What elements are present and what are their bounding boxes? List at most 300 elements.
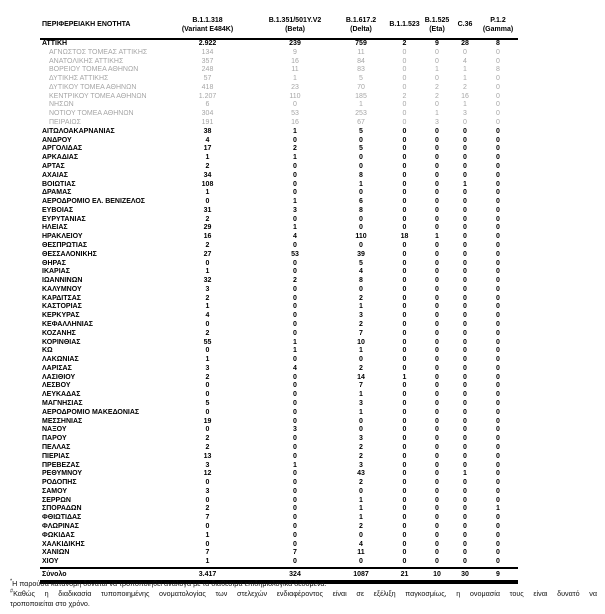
count-cell: 1 <box>205 303 210 311</box>
table-row <box>40 549 518 558</box>
count-cell: 0 <box>293 136 297 144</box>
count-cell: 0 <box>435 136 439 144</box>
count-cell: 0 <box>402 452 407 460</box>
count-cell: 7 <box>359 329 363 337</box>
count-cell: 0 <box>402 382 407 390</box>
table-row <box>40 251 518 260</box>
count-cell: 0 <box>402 549 407 557</box>
count-cell: 3 <box>435 119 439 127</box>
column-header-line1: B.1.1.523 <box>389 21 420 29</box>
attica-sector-row <box>40 66 518 75</box>
count-cell: 3 <box>205 285 210 293</box>
count-cell: 0 <box>463 162 467 170</box>
count-cell: 0 <box>435 215 439 223</box>
footnote-1-text: Η παρούσα κατανομή δύναται να τροποποιηθεί ανάλογα με τα διαθέσιμα επιδημιολογικά δεδομένα. <box>12 579 327 588</box>
count-cell: 2 <box>359 321 363 328</box>
count-cell: 0 <box>435 522 439 530</box>
count-cell: 0 <box>463 329 467 337</box>
count-cell: 7 <box>359 382 363 390</box>
header-row <box>40 13 518 39</box>
count-cell: 0 <box>293 101 297 109</box>
column-header-line1: B.1.1.318 <box>192 17 223 25</box>
count-cell: 0 <box>435 487 439 495</box>
count-cell: 6 <box>205 101 210 109</box>
region-name: Σύνολο <box>40 568 160 582</box>
count-cell: 248 <box>201 66 214 74</box>
count-cell: 0 <box>496 259 500 267</box>
region-name: ΚΩ <box>42 347 53 355</box>
table-row <box>40 400 518 409</box>
count-cell: 2 <box>293 277 297 285</box>
table-row <box>40 154 518 163</box>
count-cell: 1 <box>463 101 467 109</box>
count-cell: 0 <box>293 189 297 197</box>
count-cell: 3 <box>359 435 363 443</box>
count-cell: 0 <box>435 48 439 56</box>
count-cell: 0 <box>496 435 500 443</box>
region-name: ΚΕΦΑΛΛΗΝΙΑΣ <box>42 321 93 328</box>
count-cell: 0 <box>496 549 500 557</box>
count-cell: 0 <box>205 198 210 206</box>
region-name: ΧΑΝΙΩΝ <box>42 549 70 557</box>
count-cell: 38 <box>203 127 212 135</box>
count-cell: 0 <box>463 285 467 293</box>
count-cell: 1 <box>435 110 439 118</box>
table-row <box>40 479 518 488</box>
region-name: ΚΕΡΚΥΡΑΣ <box>42 312 80 320</box>
count-cell: 0 <box>402 558 407 566</box>
count-cell: 0 <box>435 312 439 320</box>
count-cell: 3 <box>205 364 210 372</box>
count-cell: 0 <box>496 452 500 460</box>
count-cell: 0 <box>293 215 297 223</box>
region-name: ΚΕΝΤΡΙΚΟΥ ΤΟΜΕΑ ΑΘΗΝΩΝ <box>49 92 147 100</box>
count-cell: 0 <box>463 303 467 311</box>
count-cell: 0 <box>402 285 407 293</box>
count-cell: 0 <box>435 558 439 566</box>
count-cell: 11 <box>357 48 365 56</box>
count-cell: 67 <box>357 119 365 127</box>
column-header-line2: (Beta) <box>285 25 305 33</box>
count-cell: 0 <box>402 356 407 364</box>
footnote-1-marker: * <box>10 578 13 585</box>
count-cell: 5 <box>359 259 363 267</box>
region-name: ΠΑΡΟΥ <box>42 435 67 443</box>
count-cell: 0 <box>293 391 297 399</box>
column-header-c36 <box>452 13 478 39</box>
table-header <box>40 13 518 39</box>
region-name: ΠΡΕΒΕΖΑΣ <box>42 461 80 469</box>
table-row <box>40 488 518 497</box>
region-name: ΚΑΛΥΜΝΟΥ <box>42 285 82 293</box>
count-cell: 12 <box>203 470 212 478</box>
footnotes <box>10 579 597 608</box>
count-cell: 0 <box>496 57 500 65</box>
region-name: ΛΕΥΚΑΔΑΣ <box>42 391 81 399</box>
count-cell: 2 <box>435 92 439 100</box>
count-cell: 0 <box>463 531 467 539</box>
count-cell: 11 <box>291 66 299 74</box>
count-cell: 2 <box>205 162 210 170</box>
count-cell: 0 <box>435 408 439 416</box>
region-name: ΛΑΡΙΣΑΣ <box>42 364 72 372</box>
count-cell: 0 <box>402 496 407 504</box>
count-cell: 0 <box>435 162 439 170</box>
attica-sector-row <box>40 49 518 58</box>
count-cell: 0 <box>496 75 500 83</box>
table-row <box>40 444 518 453</box>
count-cell: 2 <box>359 294 363 302</box>
count-cell: 0 <box>435 57 439 65</box>
column-header-line1: B.1.617.2 <box>345 17 377 25</box>
count-cell: 0 <box>463 435 467 443</box>
count-cell: 0 <box>463 522 467 530</box>
count-cell: 0 <box>463 408 467 416</box>
count-cell: 0 <box>359 189 363 197</box>
region-name: ΝΑΞΟΥ <box>42 426 67 434</box>
count-cell: 0 <box>293 522 297 530</box>
count-cell: 0 <box>293 180 297 188</box>
count-cell: 0 <box>359 417 363 425</box>
count-cell: 0 <box>463 48 467 56</box>
table-row <box>40 321 518 330</box>
count-cell: 304 <box>201 110 214 118</box>
count-cell: 2 <box>359 443 363 451</box>
count-cell: 8 <box>359 171 363 179</box>
count-cell: 0 <box>496 101 500 109</box>
table-row <box>40 216 518 225</box>
count-cell: 0 <box>402 277 407 285</box>
count-cell: 57 <box>203 75 212 83</box>
count-cell: 84 <box>357 57 365 65</box>
count-cell: 0 <box>435 505 439 513</box>
count-cell: 0 <box>435 391 439 399</box>
count-cell: 0 <box>402 145 407 153</box>
count-cell: 0 <box>463 171 467 179</box>
count-cell: 0 <box>463 312 467 320</box>
column-header-line1: B.1.525 <box>424 17 450 25</box>
table-row <box>40 233 518 242</box>
footnote-2-marker: # <box>10 588 14 595</box>
count-cell: 0 <box>496 558 500 566</box>
count-cell: 0 <box>402 180 407 188</box>
count-cell: 0 <box>496 250 500 258</box>
count-cell: 0 <box>496 329 500 337</box>
count-cell: 0 <box>293 452 297 460</box>
count-cell: 11 <box>357 549 365 557</box>
count-cell: 0 <box>293 408 297 416</box>
count-cell: 0 <box>496 224 500 232</box>
table-row <box>40 462 518 471</box>
count-cell: 0 <box>402 162 407 170</box>
count-cell: 2 <box>435 83 439 91</box>
count-cell: 110 <box>289 92 301 100</box>
table-row <box>40 312 518 321</box>
count-cell: 0 <box>402 250 407 258</box>
count-cell: 10 <box>357 338 365 346</box>
count-cell: 0 <box>496 92 500 100</box>
count-cell: 0 <box>435 250 439 258</box>
count-cell: 0 <box>463 505 467 513</box>
table-row <box>40 330 518 339</box>
count-cell: 0 <box>435 443 439 451</box>
table-row <box>40 514 518 523</box>
count-cell: 0 <box>205 391 210 399</box>
count-cell: 0 <box>463 259 467 267</box>
region-name: ΑΕΡΟΔΡΟΜΙΟ ΕΛ. ΒΕΝΙΖΕΛΟΣ <box>42 198 145 206</box>
count-cell: 0 <box>205 522 210 530</box>
region-name: ΒΟΡΕΙΟΥ ΤΟΜΕΑ ΑΘΗΝΩΝ <box>49 66 139 74</box>
count-cell: 7 <box>205 549 210 557</box>
count-cell: 0 <box>435 241 439 249</box>
attica-sector-row <box>40 101 518 110</box>
count-cell: 0 <box>293 540 297 548</box>
count-cell: 1 <box>435 233 439 241</box>
region-name: ΛΑΚΩΝΙΑΣ <box>42 356 79 364</box>
table-row <box>40 198 518 207</box>
count-cell: 0 <box>463 549 467 557</box>
count-cell: 0 <box>435 549 439 557</box>
count-cell: 0 <box>463 198 467 206</box>
count-cell: 0 <box>402 83 407 91</box>
count-cell: 0 <box>463 338 467 346</box>
count-cell: 0 <box>359 136 363 144</box>
count-cell: 0 <box>402 522 407 530</box>
count-cell: 0 <box>463 215 467 223</box>
region-name: ΑΧΑΪΑΣ <box>42 171 68 179</box>
count-cell: 0 <box>435 171 439 179</box>
count-cell: 0 <box>205 496 210 504</box>
table-row <box>40 242 518 251</box>
count-cell: 13 <box>203 452 212 460</box>
count-cell: 0 <box>359 241 363 249</box>
region-name: ΚΟΡΙΝΘΙΑΣ <box>42 338 81 346</box>
count-cell: 0 <box>496 382 500 390</box>
count-cell: 31 <box>203 206 212 214</box>
count-cell: 16 <box>203 233 212 241</box>
region-name: ΕΥΒΟΙΑΣ <box>42 206 74 214</box>
count-cell: 0 <box>496 48 500 56</box>
count-cell: 0 <box>435 356 439 364</box>
count-cell: 4 <box>293 233 297 241</box>
count-cell: 0 <box>496 461 500 469</box>
count-cell: 0 <box>463 241 467 249</box>
count-cell: 0 <box>435 285 439 293</box>
count-cell: 53 <box>291 110 299 118</box>
count-cell: 0 <box>463 136 467 144</box>
count-cell: 2 <box>205 241 210 249</box>
count-cell: 110 <box>355 233 367 241</box>
count-cell: 0 <box>463 452 467 460</box>
count-cell: 0 <box>402 171 407 179</box>
count-cell: 43 <box>357 470 365 478</box>
count-cell: 5 <box>359 145 363 153</box>
count-cell: 0 <box>496 171 500 179</box>
count-cell: 1 <box>293 347 297 355</box>
count-cell: 1 <box>359 408 363 416</box>
count-cell: 5 <box>359 127 363 135</box>
table-row <box>40 303 518 312</box>
count-cell: 0 <box>435 496 439 504</box>
attica-sector-row <box>40 84 518 93</box>
count-cell: 53 <box>291 250 299 258</box>
count-cell: 83 <box>357 66 365 74</box>
count-cell: 4 <box>463 57 467 65</box>
count-cell: 0 <box>205 382 210 390</box>
count-cell: 0 <box>496 391 500 399</box>
count-cell: 0 <box>205 259 210 267</box>
count-cell: 0 <box>496 540 500 548</box>
count-cell: 1 <box>463 75 467 83</box>
count-cell: 7 <box>205 514 210 522</box>
count-cell: 0 <box>463 277 467 285</box>
region-name: ΑΝΑΤΟΛΙΚΗΣ ΑΤΤΙΚΗΣ <box>49 57 124 65</box>
count-cell: 14 <box>357 373 365 381</box>
region-name: ΦΛΩΡΙΝΑΣ <box>42 522 79 530</box>
count-cell: 0 <box>293 558 297 566</box>
count-cell: 1 <box>205 531 210 539</box>
count-cell: 0 <box>496 338 500 346</box>
count-cell: 2 <box>293 145 297 153</box>
count-cell: 8 <box>496 66 500 74</box>
count-cell: 1 <box>359 391 363 399</box>
region-name: ΜΑΓΝΗΣΙΑΣ <box>42 400 83 408</box>
table-row <box>40 339 518 348</box>
count-cell: 70 <box>357 83 365 91</box>
count-cell: 0 <box>402 487 407 495</box>
count-cell: 1 <box>205 268 210 276</box>
count-cell: 0 <box>293 303 297 311</box>
count-cell: 2 <box>463 83 467 91</box>
region-name: ΔΥΤΙΚΟΥ ΤΟΜΕΑ ΑΘΗΝΩΝ <box>49 83 137 91</box>
count-cell: 0 <box>463 487 467 495</box>
count-cell: 3 <box>293 426 297 434</box>
region-name: ΗΛΕΙΑΣ <box>42 224 68 232</box>
footnote-2-line1 <box>10 589 597 599</box>
count-cell: 0 <box>402 110 407 118</box>
column-header-line1: P.1.2 <box>490 17 506 25</box>
count-cell: 0 <box>496 373 500 381</box>
count-cell: 0 <box>402 443 407 451</box>
count-cell: 0 <box>496 268 500 276</box>
count-cell: 0 <box>402 127 407 135</box>
count-cell: 0 <box>293 321 297 328</box>
count-cell: 0 <box>496 426 500 434</box>
count-cell: 0 <box>496 531 500 539</box>
count-cell: 0 <box>435 268 439 276</box>
count-cell: 3 <box>359 400 363 408</box>
table-row <box>40 391 518 400</box>
count-cell: 108 <box>201 180 214 188</box>
count-cell: 0 <box>402 540 407 548</box>
count-cell: 0 <box>463 443 467 451</box>
count-cell: 0 <box>435 373 439 381</box>
count-cell: 0 <box>435 189 439 197</box>
count-cell: 0 <box>496 470 500 478</box>
count-cell: 0 <box>435 180 439 188</box>
table-row <box>40 409 518 418</box>
table-row <box>40 224 518 233</box>
count-cell: 21 <box>387 568 422 582</box>
count-cell: 0 <box>293 470 297 478</box>
count-cell: 18 <box>400 233 409 241</box>
count-cell: 0 <box>463 391 467 399</box>
count-cell: 0 <box>435 347 439 355</box>
count-cell: 134 <box>201 48 214 56</box>
table-row <box>40 497 518 506</box>
count-cell: 0 <box>435 514 439 522</box>
count-cell: 1 <box>359 303 363 311</box>
count-cell: 0 <box>402 391 407 399</box>
count-cell: 1 <box>293 338 297 346</box>
region-name: ΘΗΡΑΣ <box>42 259 66 267</box>
region-name: ΚΟΖΑΝΗΣ <box>42 329 76 337</box>
count-cell: 0 <box>435 417 439 425</box>
count-cell: 1 <box>293 224 297 232</box>
count-cell: 0 <box>402 364 407 372</box>
count-cell: 16 <box>291 57 299 65</box>
count-cell: 0 <box>435 479 439 487</box>
count-cell: 0 <box>402 189 407 197</box>
count-cell: 9 <box>293 48 297 56</box>
column-header-b1351 <box>255 13 335 39</box>
count-cell: 1 <box>293 198 297 206</box>
count-cell: 0 <box>435 329 439 337</box>
count-cell: 0 <box>293 435 297 443</box>
count-cell: 324 <box>255 568 335 582</box>
count-cell: 0 <box>359 215 363 223</box>
count-cell: 3 <box>463 110 467 118</box>
table-row <box>40 260 518 269</box>
count-cell: 2.922 <box>198 40 217 47</box>
count-cell: 1 <box>359 101 363 109</box>
count-cell: 0 <box>402 417 407 425</box>
count-cell: 0 <box>463 268 467 276</box>
table-row <box>40 295 518 304</box>
count-cell: 0 <box>435 127 439 135</box>
variant-distribution-table <box>40 13 518 584</box>
count-cell: 1 <box>293 127 297 135</box>
count-cell: 0 <box>402 531 407 539</box>
region-name: ΔΥΤΙΚΗΣ ΑΤΤΙΚΗΣ <box>49 75 109 83</box>
region-name: ΗΡΑΚΛΕΙΟΥ <box>42 233 83 241</box>
column-header-line1: C.36 <box>457 21 473 29</box>
count-cell: 0 <box>205 540 210 548</box>
count-cell: 2 <box>205 373 210 381</box>
count-cell: 0 <box>402 435 407 443</box>
table-row <box>40 181 518 190</box>
table-row <box>40 470 518 479</box>
column-header-line2: (Eta) <box>429 25 445 33</box>
table-row <box>40 505 518 514</box>
count-cell: 9 <box>478 568 518 582</box>
region-name: ΦΘΙΩΤΙΔΑΣ <box>42 514 82 522</box>
count-cell: 1 <box>359 347 363 355</box>
count-cell: 0 <box>496 83 500 91</box>
table-body <box>40 39 518 582</box>
count-cell: 0 <box>402 136 407 144</box>
count-cell: 0 <box>402 479 407 487</box>
count-cell: 0 <box>402 154 407 162</box>
column-header-p12 <box>478 13 518 39</box>
count-cell: 34 <box>203 171 212 179</box>
count-cell: 0 <box>463 145 467 153</box>
count-cell: 2 <box>205 329 210 337</box>
count-cell: 0 <box>293 496 297 504</box>
count-cell: 0 <box>402 224 407 232</box>
count-cell: 0 <box>293 162 297 170</box>
count-cell: 0 <box>496 189 500 197</box>
